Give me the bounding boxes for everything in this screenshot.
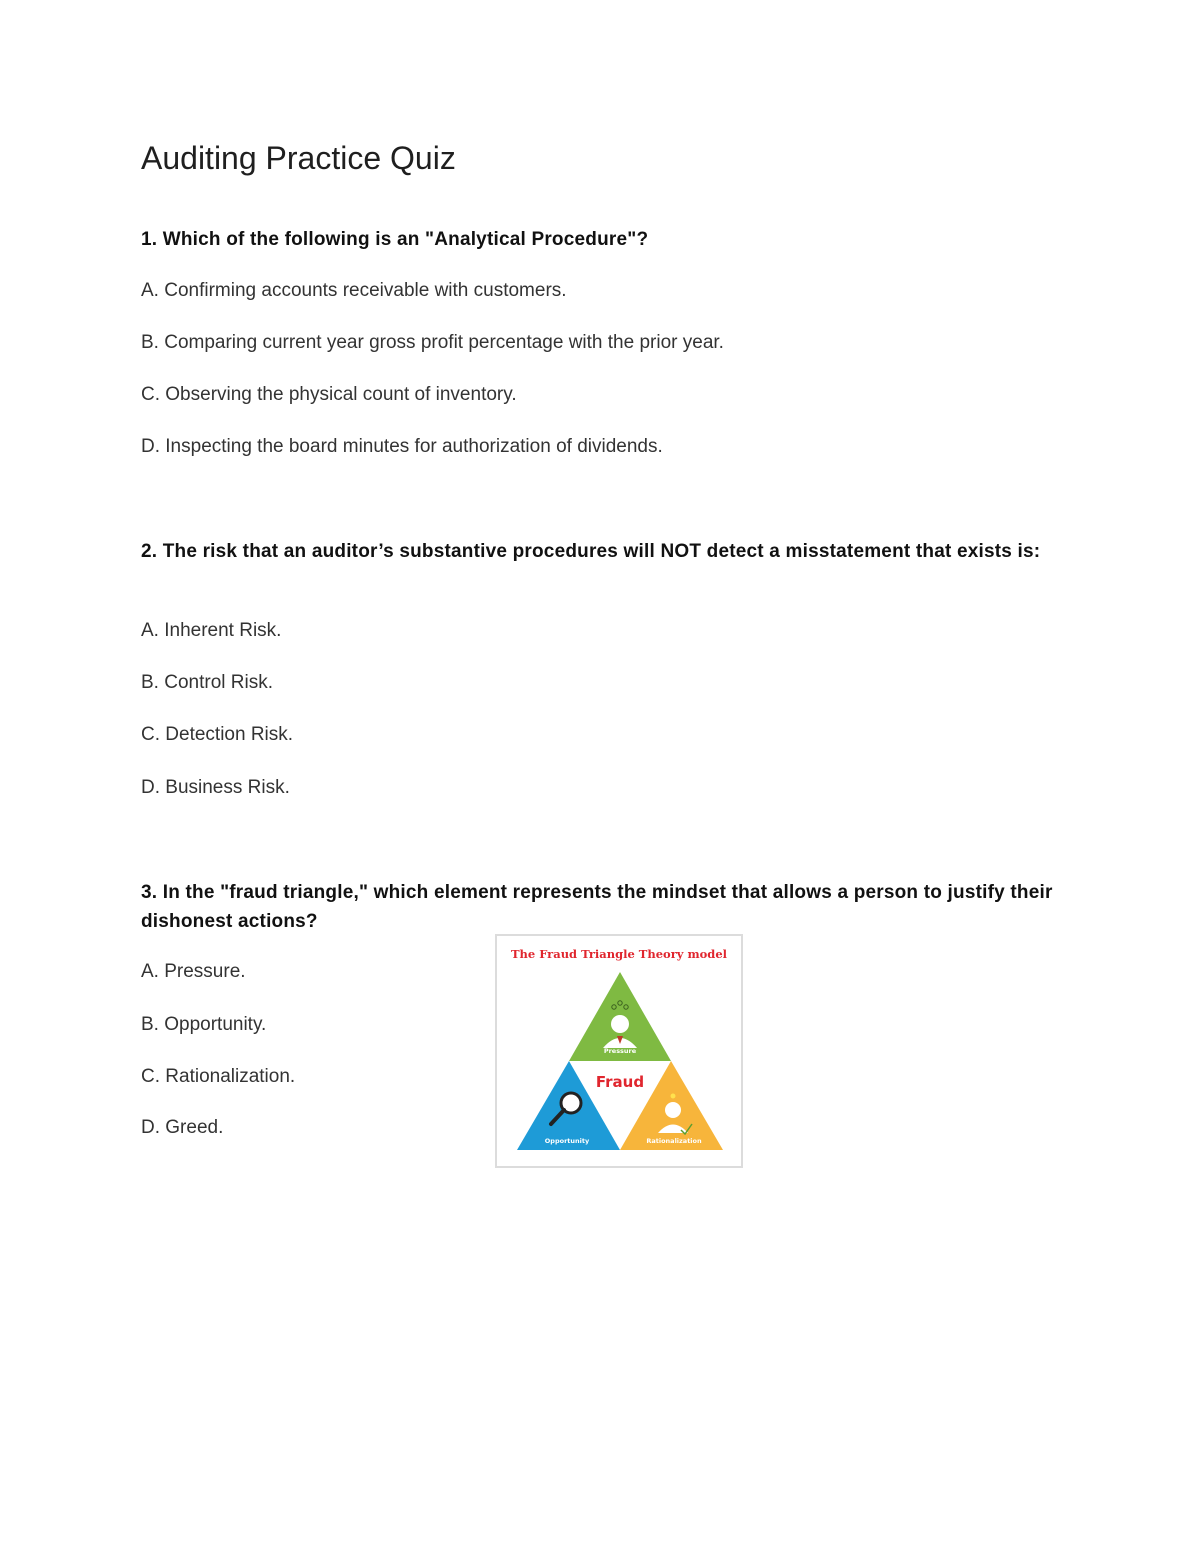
rationalization-label: Rationalization — [646, 1137, 702, 1145]
fraud-triangle-diagram — [497, 936, 741, 1166]
question-1-option-b: B. Comparing current year gross profit percentage with the prior year. — [141, 332, 724, 353]
question-2-option-c: C. Detection Risk. — [141, 724, 294, 745]
question-2-option-b: B. Control Risk. — [141, 672, 273, 693]
question-3-prompt: 3. In the "fraud triangle," which element represents the mindset that allows a person to justify their dishonest actions? — [141, 882, 1053, 932]
question-2-option-d: D. Business Risk. — [141, 777, 290, 798]
question-1-option-a: A. Confirming accounts receivable with customers. — [141, 280, 567, 301]
question-3-option-b: B. Opportunity. — [141, 1014, 267, 1035]
page-title: Auditing Practice Quiz — [141, 140, 456, 176]
opportunity-label: Opportunity — [544, 1137, 590, 1145]
fraud-triangle-figure — [495, 934, 743, 1168]
fraud-center-label: Fraud — [595, 1073, 645, 1091]
question-3-option-d: D. Greed. — [141, 1117, 224, 1138]
question-1-option-c: C. Observing the physical count of inventory. — [141, 384, 517, 405]
question-1-option-d: D. Inspecting the board minutes for authorization of dividends. — [141, 436, 663, 457]
question-2-option-a: A. Inherent Risk. — [141, 620, 282, 641]
figure-title: The Fraud Triangle Theory model — [510, 947, 728, 961]
question-3-option-a: A. Pressure. — [141, 961, 246, 982]
question-1-prompt: 1. Which of the following is an "Analytical Procedure"? — [141, 229, 649, 250]
question-2-prompt: 2. The risk that an auditor’s substantive procedures will NOT detect a misstatement that exists is: — [141, 541, 1041, 562]
question-3-option-c: C. Rationalization. — [141, 1066, 296, 1087]
pressure-label: Pressure — [603, 1047, 637, 1055]
